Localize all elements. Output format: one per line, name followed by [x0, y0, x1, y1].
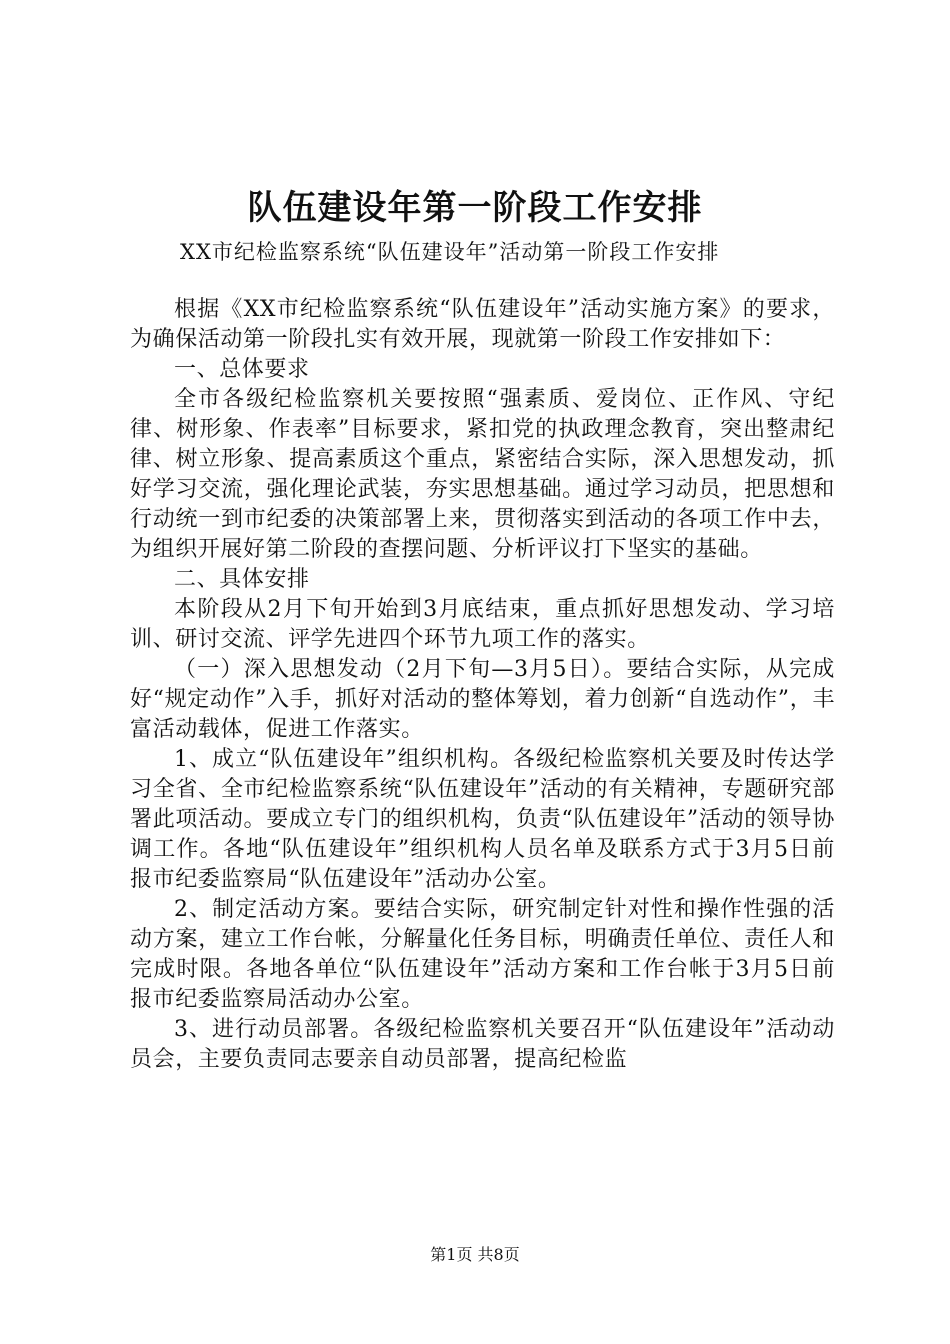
document-body [130, 295, 835, 1075]
paragraph-item-3: 3、进行动员部署。各级纪检监察机关要召开“队伍建设年”活动动员会，主要负责同志要亲自动员部署，提高纪检监 [130, 1017, 835, 1072]
paragraph-item-1: 1、成立“队伍建设年”组织机构。各级纪检监察机关要及时传达学习全省、全市纪检监察系统“队伍建设年”活动的有关精神，专题研究部署此项活动。要成立专门的组织机构，负责“队伍建设年”活动的领导协调工作。各地“队伍建设年”组织机构人员名单及联系方式于3月5日前报市纪委监察局“队伍建设年”活动办公室。 [130, 747, 835, 892]
document-subtitle: XX市纪检监察系统“队伍建设年”活动第一阶段工作安排 [180, 240, 720, 264]
paragraph-item-2: 2、制定活动方案。要结合实际，研究制定针对性和操作性强的活动方案，建立工作台帐，分解量化任务目标，明确责任单位、责任人和完成时限。各地各单位“队伍建设年”活动方案和工作台帐于3月5日前报市纪委监察局活动办公室。 [130, 897, 835, 1012]
paragraph-intro: 根据《XX市纪检监察系统“队伍建设年”活动实施方案》的要求，为确保活动第一阶段扎实有效开展，现就第一阶段工作安排如下： [130, 297, 835, 352]
paragraph-general-requirements: 全市各级纪检监察机关要按照“强素质、爱岗位、正作风、守纪律、树形象、作表率”目标要求，紧扣党的执政理念教育，突出整肃纪律、树立形象、提高素质这个重点，紧密结合实际，深入思想发动，抓好学习交流，强化理论武装，夯实思想基础。通过学习动员，把思想和行动统一到市纪委的决策部署上来，贯彻落实到活动的各项工作中去，为组织开展好第二阶段的查摆问题、分析评议打下坚实的基础。 [130, 387, 835, 562]
paragraph-section-one: （一）深入思想发动（2月下旬—3月5日）。要结合实际，从完成好“规定动作”入手，抓好对活动的整体筹划，着力创新“自选动作”，丰富活动载体，促进工作落实。 [130, 657, 835, 742]
heading-specific-arrangements: 二、具体安排 [174, 567, 310, 592]
heading-general-requirements: 一、总体要求 [174, 357, 310, 382]
page-number-footer: 第1页 共8页 [430, 1245, 520, 1264]
paragraph-stage-overview: 本阶段从2月下旬开始到3月底结束，重点抓好思想发动、学习培训、研讨交流、评学先进四个环节九项工作的落实。 [130, 597, 835, 652]
document-title: 队伍建设年第一阶段工作安排 [247, 188, 703, 228]
